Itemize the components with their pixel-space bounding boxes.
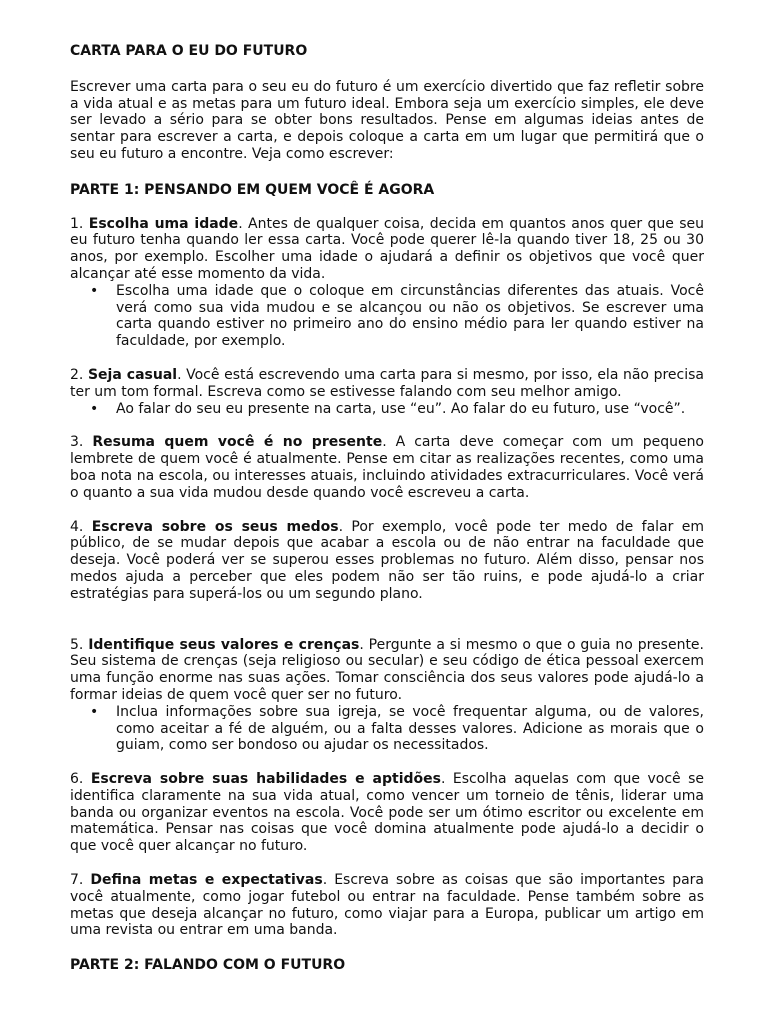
- step-heading: Defina metas e expectativas: [90, 872, 323, 889]
- bullet-text: Ao falar do seu eu presente na carta, use “eu”. Ao falar do eu futuro, use “você”.: [116, 400, 686, 417]
- bullet-text: Inclua informações sobre sua igreja, se você frequentar alguma, ou de valores, como aceitar a fé de alguém, ou a falta desses valores. Adicione as morais que o guiam, como ser bondoso ou ajudar os necessitados.: [116, 703, 704, 754]
- step-paragraph: [70, 216, 704, 283]
- step-item-3: [70, 434, 704, 501]
- step-number: 3.: [70, 434, 84, 451]
- step-text: . Por exemplo, você pode ter medo de falar em público, de se mudar depois que acabar a escola ou de não entrar na faculdade que deseja. Você poderá ver se superou esses problemas no futuro. Além disso, pensar nos medos ajuda a perceber que eles podem não ser tão ruins, e pode ajudá-lo a criar estratégias para superá-los ou um segundo plano.: [70, 518, 705, 602]
- bullet-icon: •: [90, 703, 99, 720]
- step-number: 7.: [70, 872, 84, 889]
- step-item-5: [70, 637, 704, 755]
- step-text: . A carta deve começar com um pequeno lembrete de quem você é atualmente. Pense em citar as realizações recentes, como uma boa nota na escola, ou interesses atuais, incluindo atividades extracurriculares. Você verá o quanto a sua vida mudou desde quando você escreveu a carta.: [70, 434, 705, 501]
- bullet-list: [70, 704, 704, 754]
- bullet-list: [70, 283, 704, 350]
- step-text: . Antes de qualquer coisa, decida em quantos anos quer que seu eu futuro tenha quando ler essa carta. Você pode querer lê-la quando tiver 18, 25 ou 30 anos, por exemplo. Escolher uma idade o ajudará a definir os objetivos que você quer alcançar até esse momento da vida.: [70, 215, 705, 282]
- document-title: CARTA PARA O EU DO FUTURO: [70, 43, 308, 59]
- step-paragraph: [70, 637, 704, 704]
- step-text: . Escolha aquelas com que você se identifica claramente na sua vida atual, como vencer um torneio de tênis, liderar uma banda ou organizar eventos na escola. Você pode ser um ótimo escritor ou excelente em matemática. Pensar nas coisas que você domina atualmente pode ajudá-lo a decidir o que você quer alcançar no futuro.: [70, 771, 704, 855]
- step-text: . Você está escrevendo uma carta para si mesmo, por isso, ela não precisa ter um tom formal. Escreva como se estivesse falando com seu melhor amigo.: [70, 366, 704, 400]
- bullet-list: [70, 401, 704, 418]
- step-heading: Escreva sobre suas habilidades e aptidões: [90, 771, 441, 788]
- step-paragraph: [70, 519, 704, 603]
- bullet-item: [70, 704, 704, 754]
- step-item-1: [70, 216, 704, 350]
- step-paragraph: [70, 367, 704, 401]
- step-text: . Escreva sobre as coisas que são importantes para você atualmente, como jogar futebol ou entrar na faculdade. Pense também sobre as metas que deseja alcançar no futuro, como viajar para a Europa, publicar um artigo em uma revista ou entrar em uma banda.: [70, 872, 704, 939]
- step-item-7: [70, 872, 704, 939]
- step-paragraph: [70, 434, 704, 501]
- step-number: 6.: [70, 771, 84, 788]
- step-paragraph: [70, 872, 704, 939]
- step-number: 2.: [70, 366, 84, 383]
- bullet-text: Escolha uma idade que o coloque em circunstâncias diferentes das atuais. Você verá como sua vida mudou e se alcançou ou não os objetivos. Se escrever uma carta quando estiver no primeiro ano do ensino médio para ler quando estiver na faculdade, por exemplo.: [116, 282, 704, 350]
- bullet-icon: •: [90, 400, 99, 417]
- step-heading: Resuma quem você é no presente: [92, 434, 383, 451]
- step-number: 1.: [70, 215, 84, 232]
- step-item-6: [70, 771, 704, 855]
- section-heading-part-1: PARTE 1: PENSANDO EM QUEM VOCÊ É AGORA: [70, 181, 435, 198]
- bullet-item: [70, 401, 704, 418]
- bullet-icon: •: [90, 282, 99, 299]
- bullet-item: [70, 283, 704, 350]
- step-text: . Pergunte a si mesmo o que o guia no presente. Seu sistema de crenças (seja religioso ou secular) e seu código de ética pessoal exercem uma função enorme nas suas ações. Tomar consciência dos seus valores pode ajudá-lo a formar ideias de quem você quer ser no futuro.: [70, 636, 704, 703]
- intro-paragraph: Escrever uma carta para o seu eu do futuro é um exercício divertido que faz refletir sobre a vida atual e as metas para um futuro ideal. Embora seja um exercício simples, ele deve ser levado a sério para se obter bons resultados. Pense em algumas ideias antes de sentar para escrever a carta, e depois coloque a carta em um lugar que permitirá que o seu eu futuro a encontre. Veja como escrever:: [70, 78, 704, 162]
- step-item-2: [70, 367, 704, 417]
- step-number: 5.: [70, 636, 84, 653]
- section-heading-part-2: PARTE 2: FALANDO COM O FUTURO: [70, 957, 346, 974]
- step-paragraph: [70, 771, 704, 855]
- step-heading: Seja casual: [87, 366, 178, 383]
- step-heading: Escolha uma idade: [88, 215, 239, 232]
- step-heading: Identifique seus valores e crenças: [88, 636, 360, 653]
- step-number: 4.: [70, 518, 84, 535]
- step-item-4: [70, 519, 704, 603]
- step-heading: Escreva sobre os seus medos: [91, 518, 339, 535]
